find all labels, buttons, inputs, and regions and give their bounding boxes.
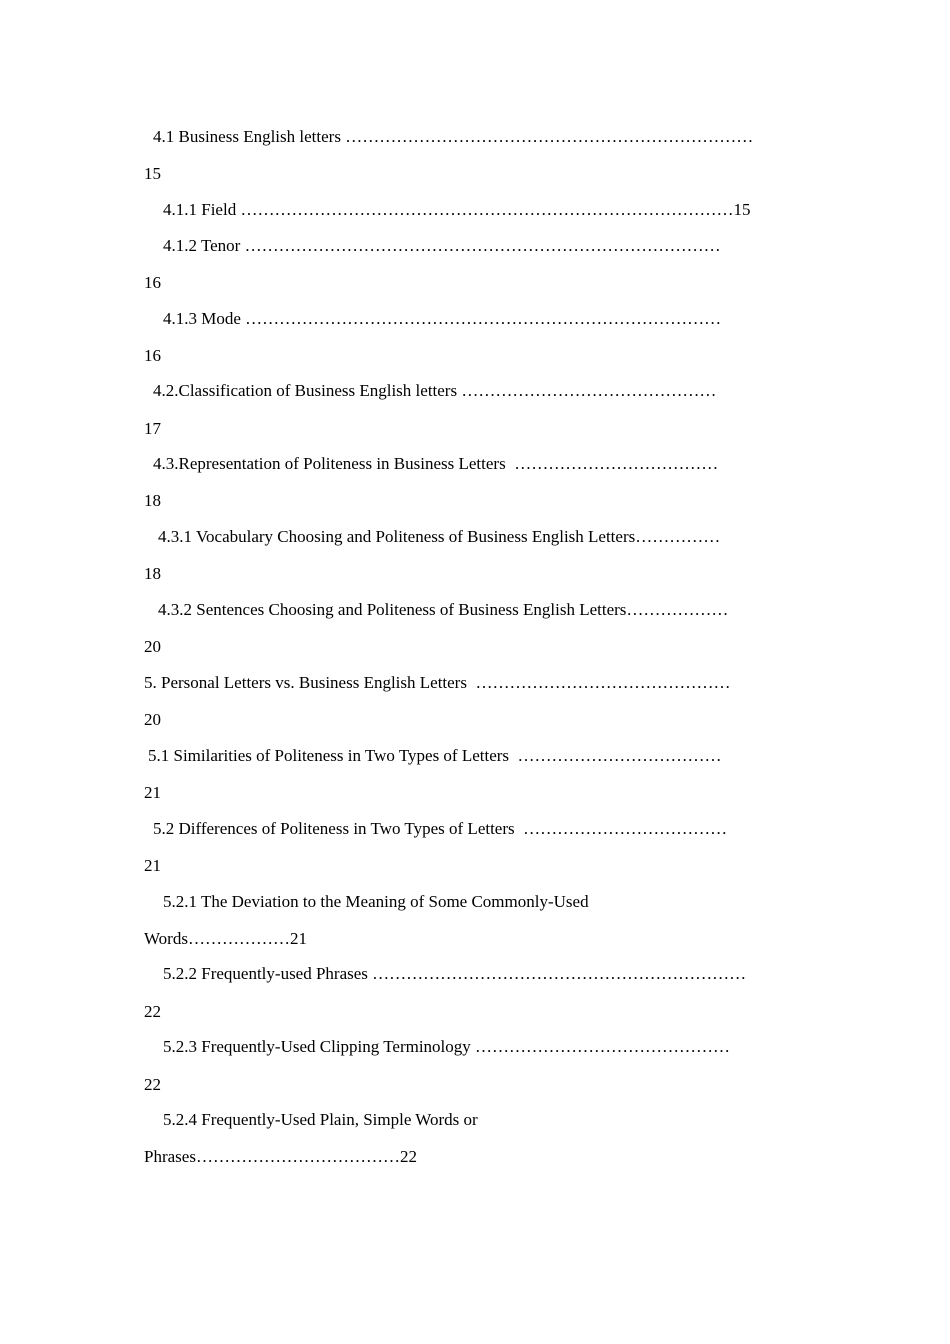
toc-entry-4-1-3: 4.1.3 Mode ………………………………………………………………………… [163,309,722,328]
toc-page-number: 21 [144,856,161,875]
toc-page-number: 22 [144,1075,161,1094]
toc-entry-5-2: 5.2 Differences of Politeness in Two Types of Letters ……………………………… [153,819,728,838]
toc-entry-4-2: 4.2.Classification of Business English letters ……………………………………… [153,381,717,400]
toc-page-number: 22 [144,1002,161,1021]
toc-entry-4-1-2: 4.1.2 Tenor ………………………………………………………………………… [163,236,721,255]
toc-page-number: 17 [144,419,161,438]
toc-entry-5: 5. Personal Letters vs. Business English Letters ……………………………………… [144,673,731,692]
toc-page-number: 16 [144,346,161,365]
toc-entry-5-2-1-continued: Words………………21 [144,929,307,948]
toc-entry-5-2-2: 5.2.2 Frequently-used Phrases ………………………………………………………… [163,964,747,983]
toc-entry-5-2-4: 5.2.4 Frequently-Used Plain, Simple Words or [163,1110,478,1129]
toc-page-number: 16 [144,273,161,292]
toc-page-number: 21 [144,783,161,802]
toc-page-number: 18 [144,564,161,583]
toc-entry-4-3: 4.3.Representation of Politeness in Business Letters ……………………………… [153,454,719,473]
toc-page-number: 18 [144,491,161,510]
toc-entry-5-2-4-continued: Phrases………………………………22 [144,1147,417,1166]
toc-entry-4-3-2: 4.3.2 Sentences Choosing and Politeness of Business English Letters……………… [158,600,729,619]
toc-entry-4-3-1: 4.3.1 Vocabulary Choosing and Politeness of Business English Letters…………… [158,527,721,546]
toc-entry-5-2-3: 5.2.3 Frequently-Used Clipping Terminology ……………………………………… [163,1037,731,1056]
toc-entry-5-1: 5.1 Similarities of Politeness in Two Types of Letters ……………………………… [148,746,722,765]
toc-entry-5-2-1: 5.2.1 The Deviation to the Meaning of Some Commonly-Used [163,892,589,911]
toc-entry-4-1-1: 4.1.1 Field ……………………………………………………………………………15 [163,200,751,219]
toc-page-number: 20 [144,637,161,656]
toc-entry-4-1: 4.1 Business English letters ……………………………………………………………… [153,127,754,146]
toc-page-number: 20 [144,710,161,729]
toc-page-number: 15 [144,164,161,183]
